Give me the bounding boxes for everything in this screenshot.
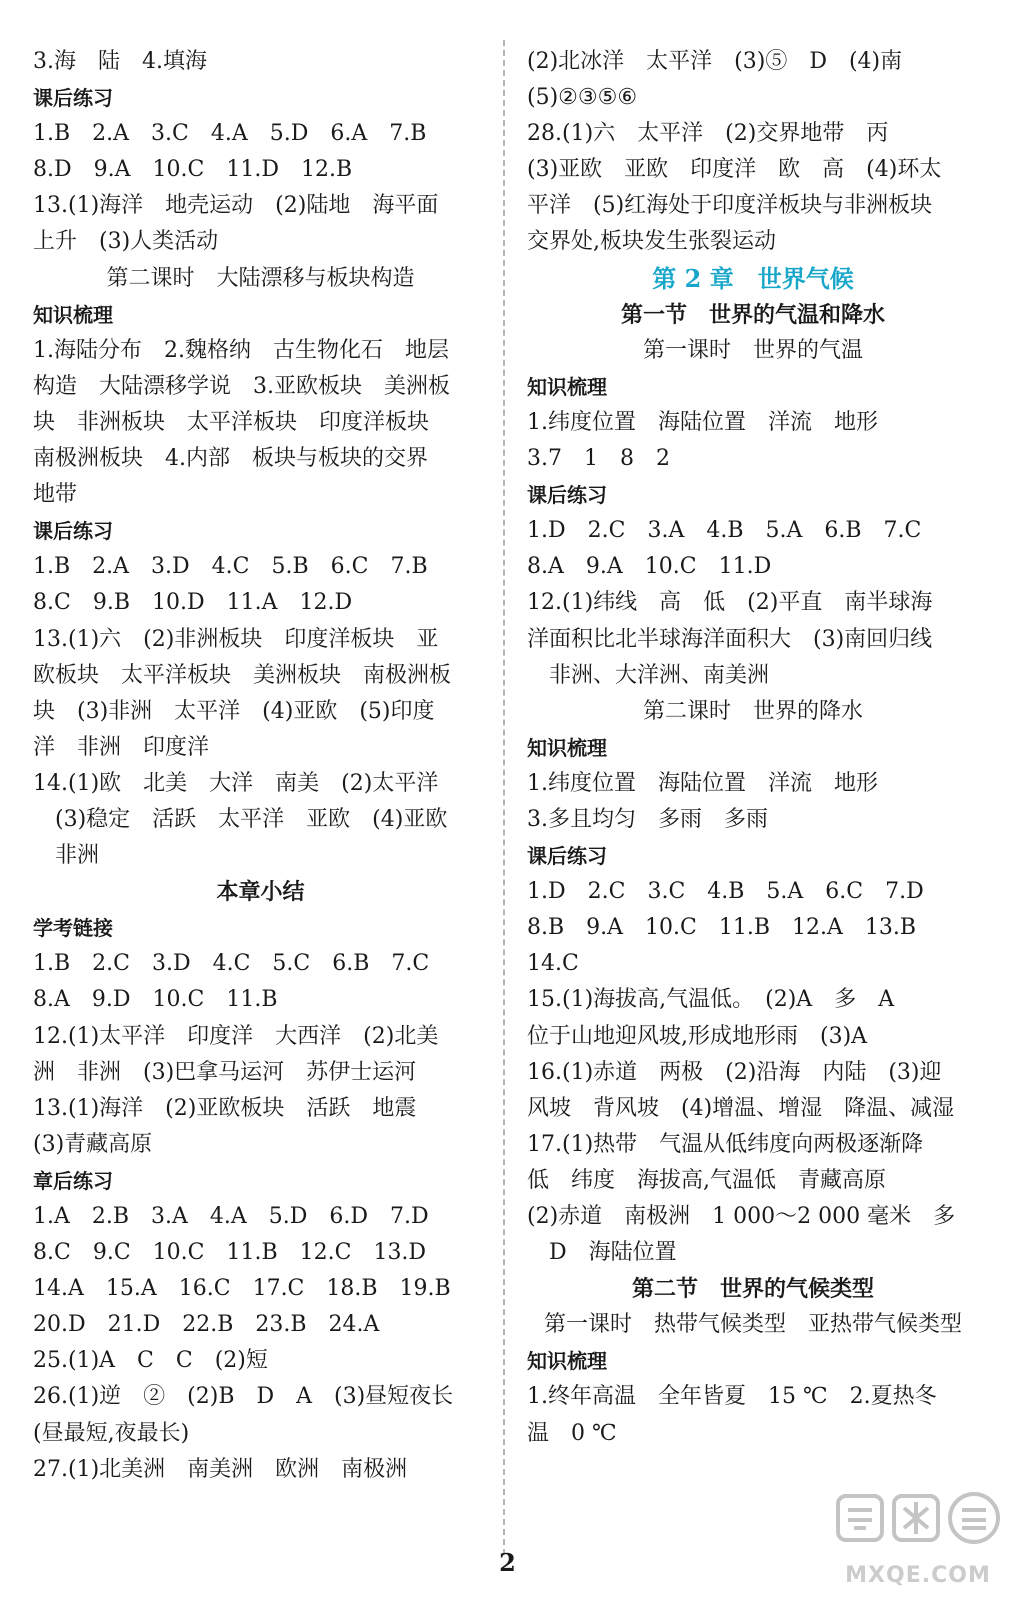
answer-line: 13.(1)海洋 地壳运动 (2)陆地 海平面 bbox=[33, 193, 439, 219]
lesson-title: 第一课时 世界的气温 bbox=[642, 337, 863, 363]
answer-line: 1.终年高温 全年皆夏 15 ℃ 2.夏热冬 bbox=[527, 1384, 937, 1410]
answer-line: 1.海陆分布 2.魏格纳 古生物化石 地层 bbox=[33, 337, 449, 363]
answer-line: (2)北冰洋 太平洋 (3)⑤ D (4)南 bbox=[527, 49, 903, 74]
answer-line: 洲 非洲 (3)巴拿马运河 苏伊士运河 bbox=[33, 1059, 417, 1085]
section-heading: 知识梳理 bbox=[527, 374, 607, 399]
watermark-logo bbox=[832, 1488, 1004, 1588]
answer-line: 低 纬度 海拔高,气温低 青藏高原 bbox=[527, 1167, 886, 1193]
answer-line: 温 0 ℃ bbox=[527, 1420, 617, 1446]
answer-line: 1.B 2.C 3.D 4.C 5.C 6.B 7.C bbox=[33, 951, 430, 977]
answer-line: 28.(1)六 太平洋 (2)交界地带 丙 bbox=[527, 121, 889, 147]
answer-line: 块 非洲板块 太平洋板块 印度洋板块 bbox=[33, 409, 430, 435]
answer-line: (3)稳定 活跃 太平洋 亚欧 (4)亚欧 bbox=[55, 806, 448, 832]
column-divider bbox=[503, 40, 505, 1555]
section-heading: 课后练习 bbox=[33, 519, 113, 544]
answer-line: 3.7 1 8 2 bbox=[527, 446, 670, 472]
answer-line: (3)青藏高原 bbox=[33, 1131, 153, 1157]
lesson-title: 第二课时 世界的降水 bbox=[642, 698, 863, 724]
answer-line: 14.A 15.A 16.C 17.C 18.B 19.B bbox=[33, 1276, 451, 1302]
answer-line: 3.海 陆 4.填海 bbox=[33, 49, 207, 74]
section-heading: 课后练习 bbox=[33, 86, 113, 111]
answer-line: 块 (3)非洲 太平洋 (4)亚欧 (5)印度 bbox=[33, 698, 435, 724]
answer-line: 8.C 9.C 10.C 11.B 12.C 13.D bbox=[33, 1240, 427, 1266]
answer-line: 8.A 9.D 10.C 11.B bbox=[33, 987, 278, 1013]
answer-line: 交界处,板块发生张裂运动 bbox=[527, 229, 776, 255]
chapter-title: 第 2 章 世界气候 bbox=[652, 263, 854, 293]
answer-line: 非洲 bbox=[55, 843, 100, 869]
section-title: 第二节 世界的气候类型 bbox=[631, 1276, 874, 1303]
watermark-badge-icon bbox=[832, 1488, 1004, 1560]
answer-line: 1.D 2.C 3.C 4.B 5.A 6.C 7.D bbox=[527, 879, 924, 905]
answer-line: 14.(1)欧 北美 大洋 南美 (2)太平洋 bbox=[33, 770, 439, 796]
answer-line: 1.B 2.A 3.D 4.C 5.B 6.C 7.B bbox=[33, 554, 428, 580]
answer-line: 16.(1)赤道 两极 (2)沿海 内陆 (3)迎 bbox=[527, 1059, 942, 1085]
right-column bbox=[527, 44, 979, 1452]
answer-line: 位于山地迎风坡,形成地形雨 (3)A bbox=[527, 1023, 868, 1049]
answer-line: 13.(1)海洋 (2)亚欧板块 活跃 地震 bbox=[33, 1095, 417, 1121]
answer-line: 洋 非洲 印度洋 bbox=[33, 734, 210, 760]
answer-line: 13.(1)六 (2)非洲板块 印度洋板块 亚 bbox=[33, 626, 439, 652]
answer-line: 14.C bbox=[527, 951, 579, 977]
answer-line: 26.(1)逆 ② (2)B D A (3)昼短夜长 bbox=[33, 1384, 454, 1410]
answer-line: D 海陆位置 bbox=[549, 1240, 677, 1266]
answer-line: (2)赤道 南极洲 1 000～2 000 毫米 多 bbox=[527, 1204, 956, 1229]
answer-line: 风坡 背风坡 (4)增温、增湿 降温、减湿 bbox=[527, 1095, 955, 1121]
answer-line: 12.(1)纬线 高 低 (2)平直 南半球海 bbox=[527, 590, 933, 616]
answer-line: 1.B 2.A 3.C 4.A 5.D 6.A 7.B bbox=[33, 121, 427, 147]
answer-line: 1.D 2.C 3.A 4.B 5.A 6.B 7.C bbox=[527, 518, 922, 544]
section-heading: 知识梳理 bbox=[527, 1349, 607, 1374]
answer-line: 1.A 2.B 3.A 4.A 5.D 6.D 7.D bbox=[33, 1204, 429, 1229]
answer-line: 欧板块 太平洋板块 美洲板块 南极洲板 bbox=[33, 662, 452, 688]
answer-line: 平洋 (5)红海处于印度洋板块与非洲板块 bbox=[527, 193, 933, 219]
answer-line: 20.D 21.D 22.B 23.B 24.A bbox=[33, 1312, 380, 1338]
answer-line: 构造 大陆漂移学说 3.亚欧板块 美洲板 bbox=[33, 373, 450, 399]
answer-line: 12.(1)太平洋 印度洋 大西洋 (2)北美 bbox=[33, 1023, 439, 1049]
section-heading: 知识梳理 bbox=[33, 302, 113, 327]
answer-line: 15.(1)海拔高,气温低。 (2)A 多 A bbox=[527, 987, 895, 1013]
page-number: 2 bbox=[499, 1548, 516, 1577]
answer-line: 洋面积比北半球海洋面积大 (3)南回归线 bbox=[527, 626, 933, 652]
answer-line: 3.多且均匀 多雨 多雨 bbox=[527, 806, 768, 832]
section-heading: 课后练习 bbox=[527, 844, 607, 869]
section-title: 第一节 世界的气温和降水 bbox=[620, 301, 885, 328]
answer-line: 南极洲板块 4.内部 板块与板块的交界 bbox=[33, 446, 428, 472]
answer-line: 27.(1)北美洲 南美洲 欧洲 南极洲 bbox=[33, 1456, 408, 1482]
section-heading: 课后练习 bbox=[527, 483, 607, 508]
lesson-title: 第一课时 热带气候类型 亚热带气候类型 bbox=[543, 1312, 962, 1338]
answer-line: (5)②③⑤⑥ bbox=[527, 85, 638, 111]
answer-line: (昼最短,夜最长) bbox=[33, 1420, 190, 1446]
chapter-summary-title: 本章小结 bbox=[216, 879, 305, 906]
answer-line: 17.(1)热带 气温从低纬度向两极逐渐降 bbox=[527, 1131, 924, 1157]
section-heading: 学考链接 bbox=[33, 916, 113, 941]
answer-line: 1.纬度位置 海陆位置 洋流 地形 bbox=[527, 770, 878, 796]
answer-line: 8.C 9.B 10.D 11.A 12.D bbox=[33, 590, 353, 616]
answer-line: 8.D 9.A 10.C 11.D 12.B bbox=[33, 157, 353, 183]
lesson-title: 第二课时 大陆漂移与板块构造 bbox=[106, 265, 415, 291]
left-column bbox=[33, 44, 488, 1488]
answer-line: (3)亚欧 亚欧 印度洋 欧 高 (4)环太 bbox=[527, 157, 942, 183]
answer-line: 25.(1)A C C (2)短 bbox=[33, 1348, 268, 1374]
answer-line: 非洲、大洋洲、南美洲 bbox=[549, 662, 770, 688]
answer-line: 8.A 9.A 10.C 11.D bbox=[527, 554, 772, 580]
answer-line: 8.B 9.A 10.C 11.B 12.A 13.B bbox=[527, 915, 917, 941]
watermark-text: MXQE.COM bbox=[845, 1563, 991, 1588]
answer-line: 1.纬度位置 海陆位置 洋流 地形 bbox=[527, 409, 878, 435]
answer-line: 上升 (3)人类活动 bbox=[33, 229, 219, 255]
section-heading: 知识梳理 bbox=[527, 735, 607, 760]
answer-line: 地带 bbox=[33, 482, 78, 508]
section-heading: 章后练习 bbox=[33, 1168, 113, 1193]
